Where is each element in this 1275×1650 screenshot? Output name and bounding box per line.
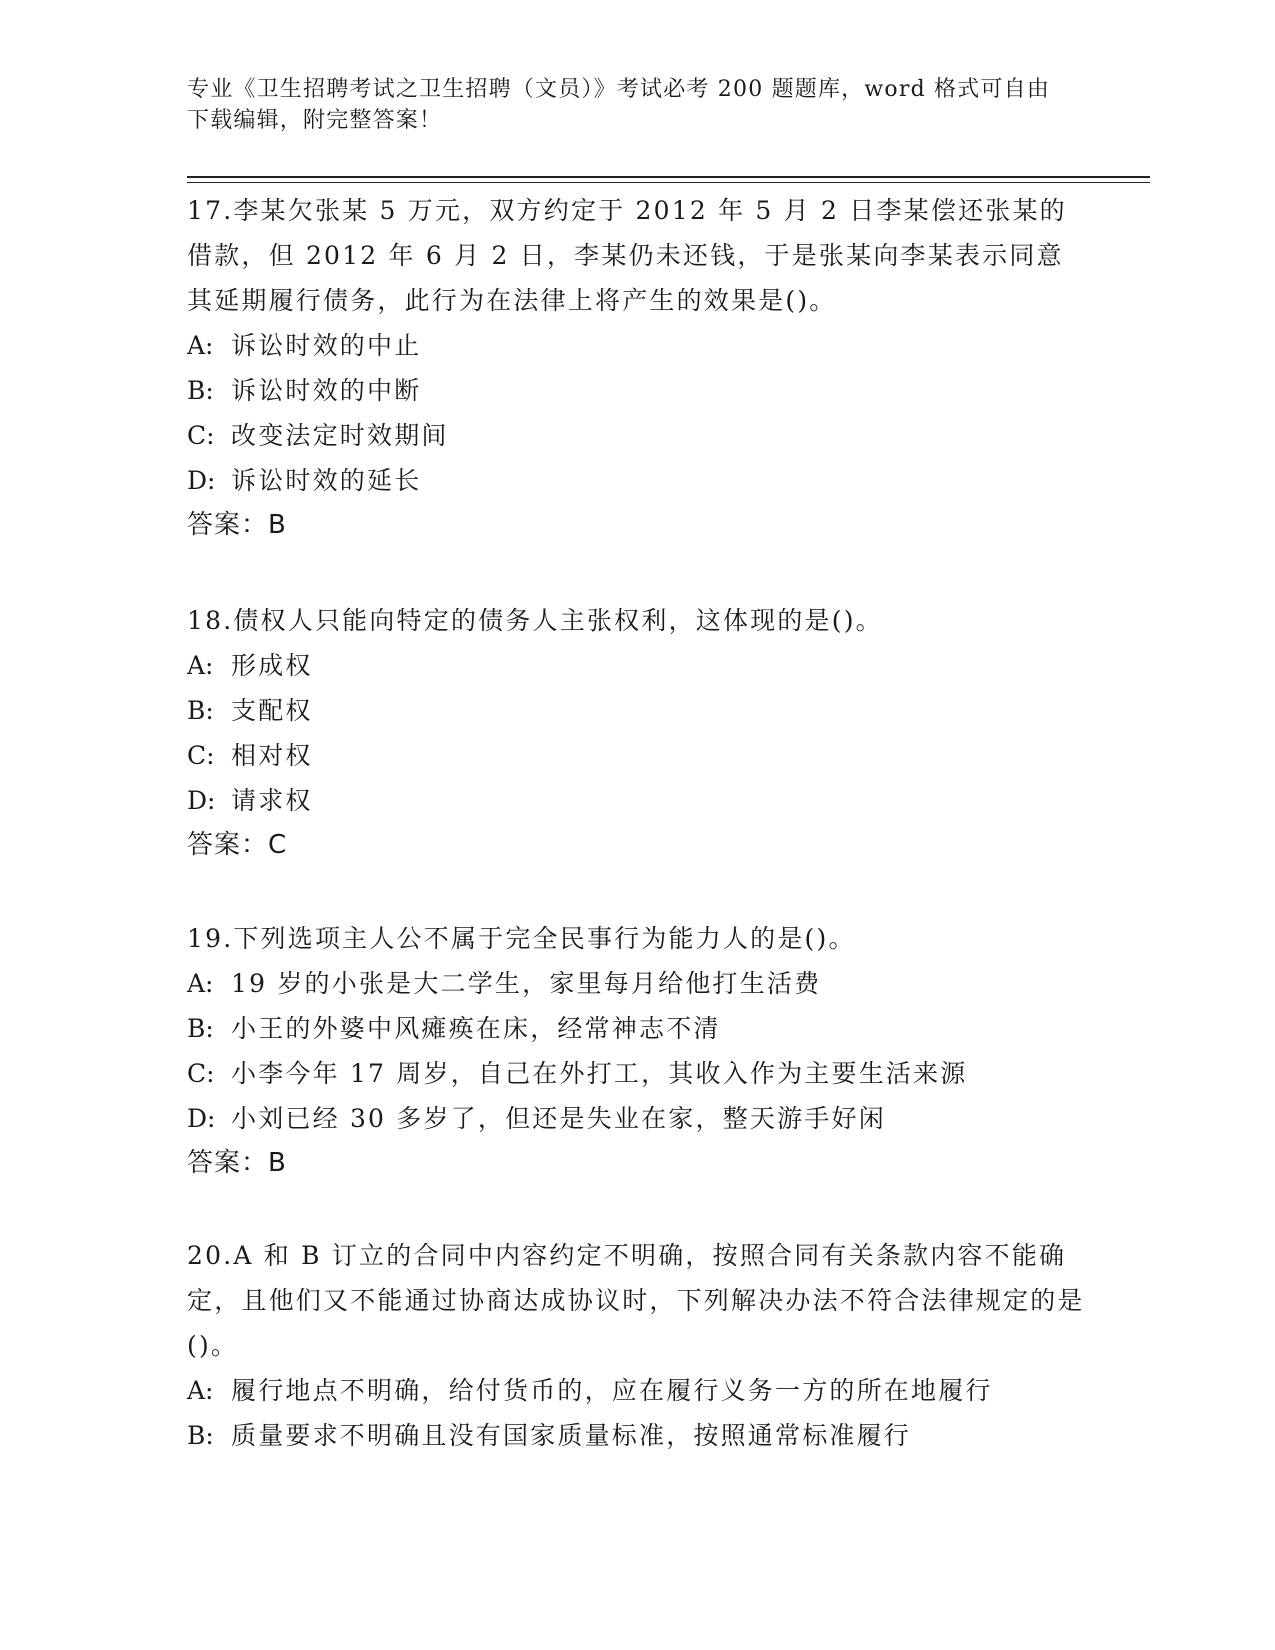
option-b xyxy=(187,1413,1087,1458)
answer-line: 答案：B xyxy=(187,1148,287,1178)
option-a xyxy=(187,961,1087,1006)
option-c xyxy=(187,413,1087,458)
document-header: 专业《卫生招聘考试之卫生招聘（文员）》考试必考 200 题题库，word 格式可自由下载编辑，附完整答案！ xyxy=(187,77,1051,133)
option-d xyxy=(187,778,1087,823)
option-text: 诉讼时效的延长 xyxy=(231,466,422,495)
option-d xyxy=(187,1096,1087,1141)
option-letter: A: xyxy=(187,331,214,360)
option-text: 诉讼时效的中断 xyxy=(231,376,422,405)
question-stem: 17.李某欠张某 5 万元，双方约定于 2012 年 5 月 2 日李某偿还张某的借款，但 2012 年 6 月 2 日，李某仍未还钱，于是张某向李某表示同意其延期履行债务，此行为在法律上将产生的效果是()。 xyxy=(187,196,1067,315)
option-text: 改变法定时效期间 xyxy=(231,421,449,450)
option-letter: D: xyxy=(187,786,216,815)
option-letter: A: xyxy=(187,969,214,998)
option-text: 质量要求不明确且没有国家质量标准，按照通常标准履行 xyxy=(231,1421,912,1450)
question-stem: 20.A 和 B 订立的合同中内容约定不明确，按照合同有关条款内容不能确定，且他们又不能通过协商达成协议时，下列解决办法不符合法律规定的是()。 xyxy=(187,1241,1085,1360)
option-letter: C: xyxy=(187,1059,215,1088)
option-a xyxy=(187,1368,1087,1413)
option-text: 形成权 xyxy=(231,651,313,680)
option-letter: B: xyxy=(187,696,214,725)
option-a xyxy=(187,323,1087,368)
answer-line: 答案：C xyxy=(187,830,288,860)
option-text: 履行地点不明确，给付货币的，应在履行义务一方的所在地履行 xyxy=(231,1376,993,1405)
option-letter: C: xyxy=(187,741,215,770)
question-19 xyxy=(187,916,1087,1186)
option-letter: D: xyxy=(187,1104,216,1133)
option-text: 相对权 xyxy=(231,741,313,770)
option-b xyxy=(187,1006,1087,1051)
option-text: 支配权 xyxy=(231,696,313,725)
option-c xyxy=(187,733,1087,778)
question-17 xyxy=(187,188,1087,548)
option-text: 小王的外婆中风瘫痪在床，经常神志不清 xyxy=(231,1014,721,1043)
option-text: 诉讼时效的中止 xyxy=(231,331,422,360)
option-letter: B: xyxy=(187,376,214,405)
option-text: 小刘已经 30 多岁了，但还是失业在家，整天游手好闲 xyxy=(231,1104,886,1133)
header-divider-top xyxy=(187,176,1150,178)
option-b xyxy=(187,688,1087,733)
option-b xyxy=(187,368,1087,413)
option-letter: C: xyxy=(187,421,215,450)
option-letter: A: xyxy=(187,651,214,680)
option-letter: A: xyxy=(187,1376,214,1405)
option-text: 小李今年 17 周岁，自己在外打工，其收入作为主要生活来源 xyxy=(231,1059,968,1088)
option-letter: B: xyxy=(187,1014,214,1043)
header-divider-bottom xyxy=(187,182,1150,183)
question-20 xyxy=(187,1233,1087,1458)
answer-line: 答案：B xyxy=(187,510,287,540)
option-text: 请求权 xyxy=(231,786,313,815)
option-d xyxy=(187,458,1087,503)
option-c xyxy=(187,1051,1087,1096)
question-stem: 18.债权人只能向特定的债务人主张权利，这体现的是()。 xyxy=(187,606,883,635)
question-18 xyxy=(187,598,1087,868)
option-letter: B: xyxy=(187,1421,214,1450)
option-letter: D: xyxy=(187,466,216,495)
option-text: 19 岁的小张是大二学生，家里每月给他打生活费 xyxy=(231,969,822,998)
question-stem: 19.下列选项主人公不属于完全民事行为能力人的是()。 xyxy=(187,924,856,953)
option-a xyxy=(187,643,1087,688)
